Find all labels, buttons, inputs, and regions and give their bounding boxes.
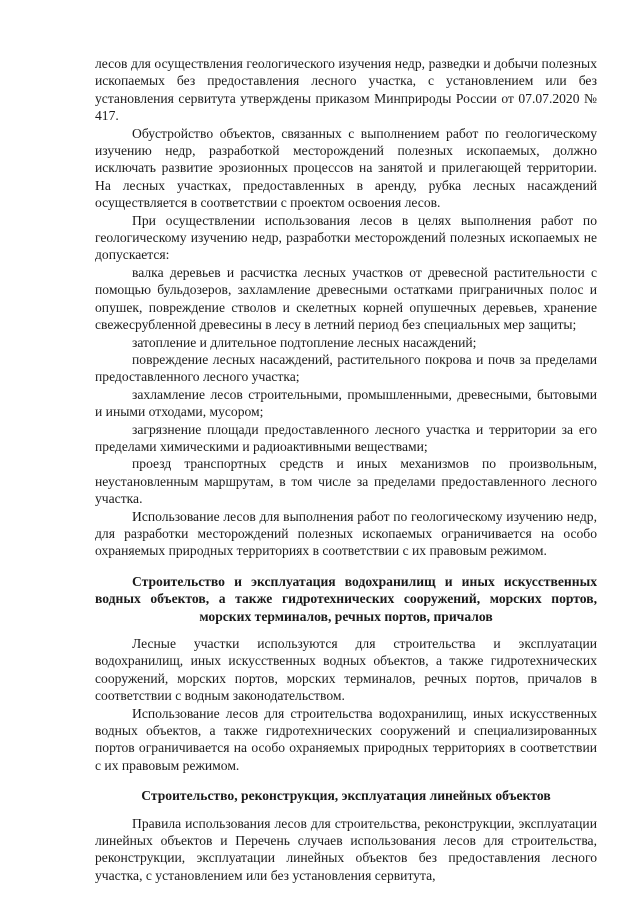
paragraph: Правила использования лесов для строительства, реконструкции, эксплуатации линейных объектов и Перечень случаев использования лесов для строительства, реконструкции, эксплуатации линейных объектов без предоставления лесного участка, с установлением или без установления сервитута, <box>95 815 597 883</box>
paragraph: Обустройство объектов, связанных с выполнением работ по геологическому изучению недр, разработкой месторождений полезных ископаемых, должно исключать развитие эрозионных процессов на занятой и прилегающей территории. На лесных участках, предоставленных в аренду, рубка лесных насаждений осуществляется в соответствии с проектом освоения лесов. <box>95 125 597 211</box>
paragraph: лесов для осуществления геологического изучения недр, разведки и добычи полезных ископаемых без предоставления лесного участка, с установлением или без установления сервитута утверждены приказом Минприроды России от 07.07.2020 № 417. <box>95 56 597 124</box>
paragraph: Использование лесов для выполнения работ по геологическому изучению недр, для разработки месторождений полезных ископаемых ограничивается на особо охраняемых природных территориях в соответствии с их правовым режимом. <box>95 508 597 559</box>
list-item: повреждение лесных насаждений, растительного покрова и почв за пределами предоставленного лесного участка; <box>95 351 597 385</box>
list-item: захламление лесов строительными, промышленными, древесными, бытовыми и иными отходами, мусором; <box>95 386 597 420</box>
list-item: валка деревьев и расчистка лесных участков от древесной растительности с помощью бульдозеров, захламление древесными остатками приграничных полос и опушек, повреждение стволов и скелетных корней опушечных деревьев, хранение свежесрубленной древесины в лесу в летний период без специальных мер защиты; <box>95 264 597 333</box>
list-item: загрязнение площади предоставленного лесного участка и территории за его пределами химическими и радиоактивными веществами; <box>95 421 597 454</box>
list-item: затопление и длительное подтопление лесных насаждений; <box>132 334 477 350</box>
paragraph: При осуществлении использования лесов в целях выполнения работ по геологическому изучению недр, разработки месторождений полезных ископаемых не допускается: <box>95 212 597 263</box>
list-item: проезд транспортных средств и иных механизмов по произвольным, неустановленным маршрутам, в том числе за пределами предоставленного лесного участка. <box>95 456 597 507</box>
section-heading: Строительство и эксплуатация водохранилищ и иных искусственных водных объектов, а также гидротехнических сооружений, морских портов, морских терминалов, речных портов, причалов <box>95 573 597 624</box>
section-heading: Строительство, реконструкция, эксплуатация линейных объектов <box>141 788 551 804</box>
paragraph: Лесные участки используются для строительства и эксплуатации водохранилищ, иных искусственных водных объектов, а также гидротехнических сооружений, морских портов, морских терминалов, речных портов, причалов в соответствии с водным законодательством. <box>95 636 597 704</box>
document-page <box>95 55 597 884</box>
paragraph: Использование лесов для строительства водохранилищ, иных искусственных водных объектов, а также гидротехнических сооружений и специализированных портов ограничивается на особо охраняемых природных территориях в соответствии с их правовым режимом. <box>95 705 597 773</box>
